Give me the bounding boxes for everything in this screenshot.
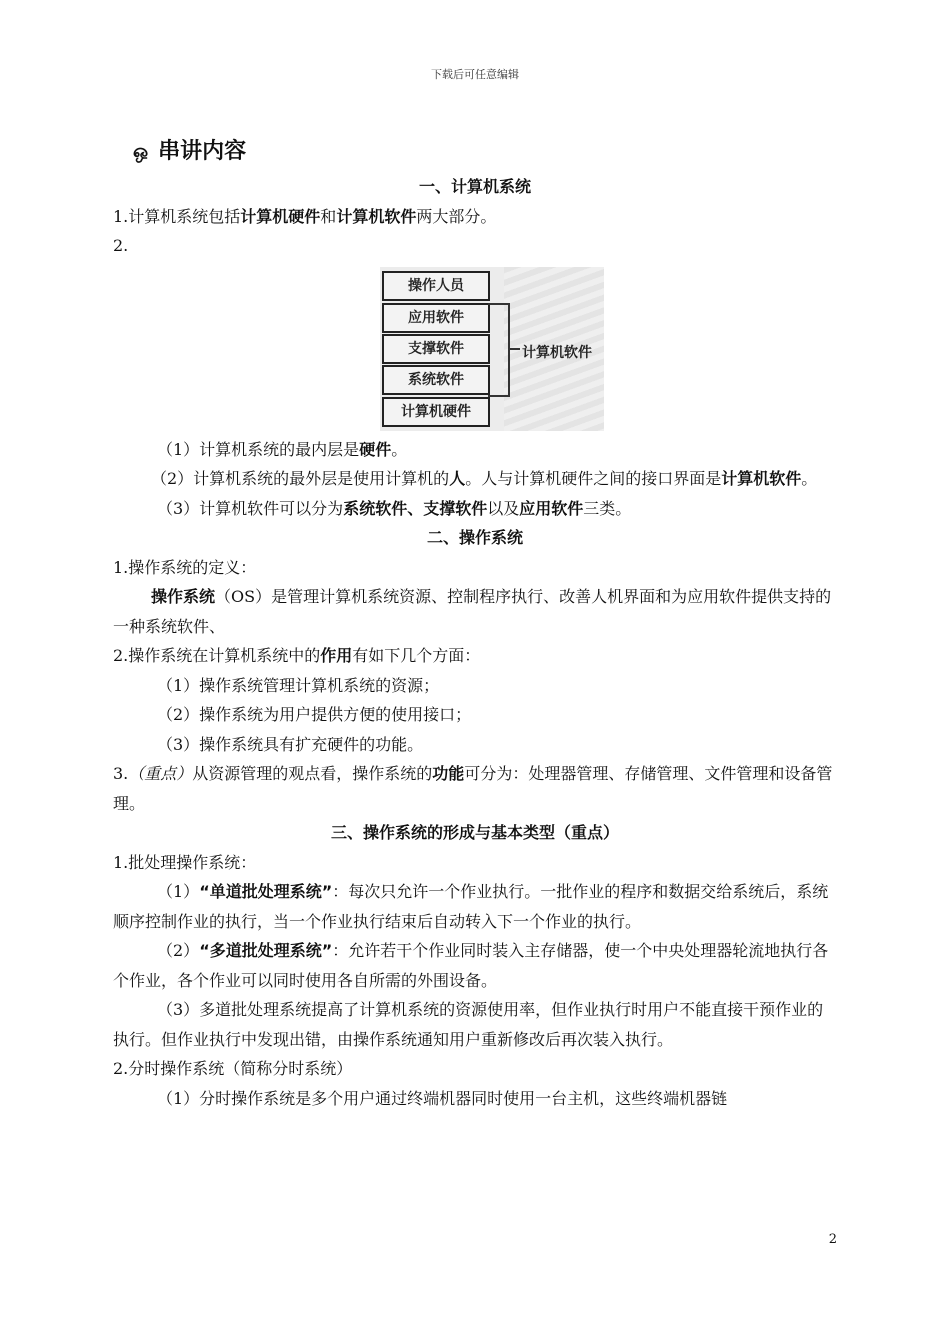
- list-item: （3）操作系统具有扩充硬件的功能。: [157, 734, 424, 754]
- section-title-text: 串讲内容: [158, 139, 247, 165]
- document-body: [113, 132, 837, 1113]
- paragraph: 2.分时操作系统（简称分时系统）: [113, 1059, 353, 1078]
- layer-box-application: 应用软件: [382, 303, 490, 333]
- page-header: 下载后可任意编辑: [431, 68, 519, 81]
- layer-box-support: 支撑软件: [382, 334, 490, 364]
- layer-box-hardware: 计算机硬件: [382, 397, 490, 427]
- paragraph: 1.计算机系统包括计算机硬件和计算机软件两大部分。: [113, 206, 497, 226]
- list-item: （2）“多道批处理系统”：允许若干个作业同时装入主存储器，使一个中央处理器轮流地执行各个作业，各个作业可以同时使用各自所需的外围设备。: [113, 941, 829, 990]
- list-item: （1）计算机系统的最内层是硬件。: [157, 439, 408, 459]
- layer-box-operator: 操作人员: [382, 271, 490, 301]
- paragraph: 2.操作系统在计算机系统中的作用有如下几个方面：: [113, 646, 481, 665]
- list-item: （2）操作系统为用户提供方便的使用接口；: [157, 705, 472, 724]
- list-item: （3）计算机软件可以分为系统软件、支撑软件以及应用软件三类。: [157, 498, 632, 518]
- bracket-stem: [510, 348, 520, 350]
- software-bracket: [488, 303, 510, 397]
- layer-box-system: 系统软件: [382, 365, 490, 395]
- paragraph: 2.: [113, 236, 129, 255]
- list-item: （1）操作系统管理计算机系统的资源；: [157, 675, 440, 695]
- list-item: （1）“单道批处理系统”：每次只允许一个作业执行。一批作业的程序和数据交给系统后，系统顺序控制作业的执行，当一个作业执行结束后自动转入下一个作业的执行。: [113, 882, 829, 931]
- heading-operating-system: 二、操作系统: [426, 528, 523, 547]
- definition-paragraph: 操作系统（OS）是管理计算机系统资源、控制程序执行、改善人机界面和为应用软件提供支持的一种系统软件、: [113, 587, 832, 636]
- section-heading: [133, 132, 837, 172]
- list-item: （3）多道批处理系统提高了计算机系统的资源使用率，但作业执行时用户不能直接干预作业的执行。但作业执行中发现出错，由操作系统通知用户重新修改后再次装入执行。: [113, 1000, 824, 1049]
- heading-computer-system: 一、计算机系统: [418, 177, 531, 196]
- software-label: 计算机软件: [522, 344, 592, 361]
- page-number: 2: [828, 1232, 837, 1247]
- paragraph: 1.批处理操作系统：: [113, 852, 257, 872]
- heading-os-types: 三、操作系统的形成与基本类型（重点）: [330, 823, 619, 842]
- computer-layers-figure: [380, 267, 604, 431]
- paragraph: 1.操作系统的定义：: [113, 557, 257, 577]
- ornament-icon: ஒ: [133, 141, 149, 163]
- paragraph: 3.（重点）从资源管理的观点看，操作系统的功能可分为：处理器管理、存储管理、文件管理和设备管理。: [113, 764, 833, 813]
- list-item: （1）分时操作系统是多个用户通过终端机器同时使用一台主机，这些终端机器链: [157, 1088, 728, 1108]
- list-item: （2）计算机系统的最外层是使用计算机的人。人与计算机硬件之间的接口界面是计算机软件。: [151, 469, 818, 488]
